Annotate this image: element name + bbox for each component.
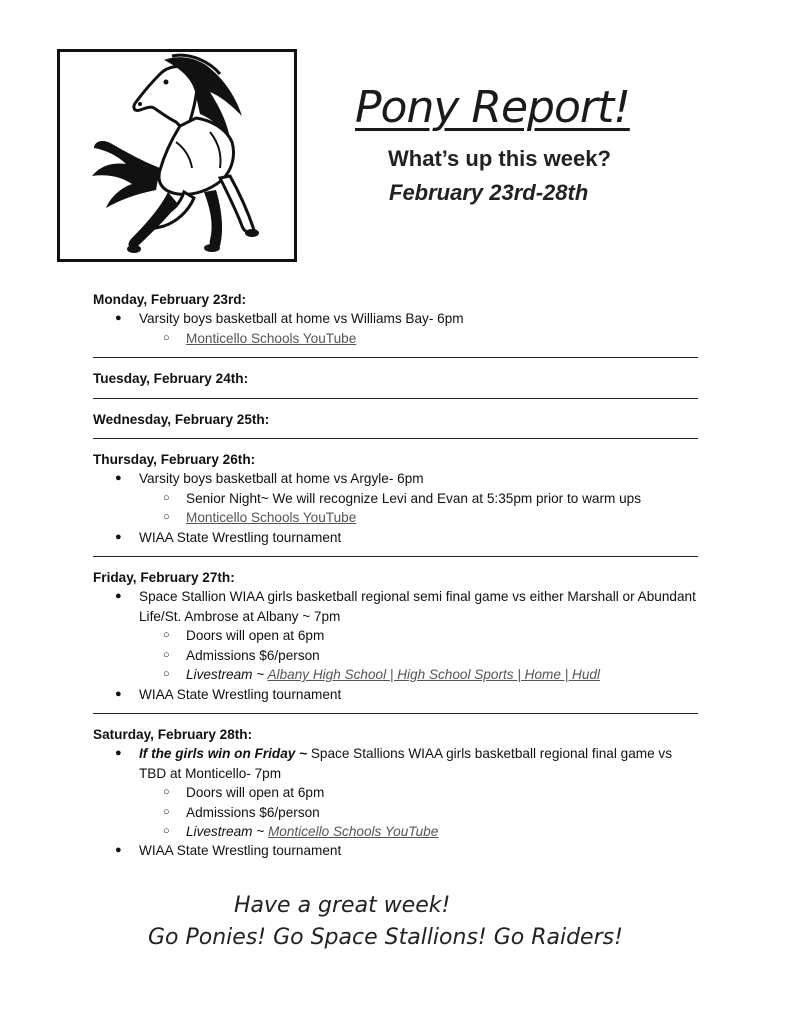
list-item <box>186 626 698 645</box>
list-item <box>186 803 698 822</box>
list-item <box>186 822 698 841</box>
divider <box>93 352 698 358</box>
page-subtitle: What’s up this week? <box>388 146 611 171</box>
event-detail: Admissions $6/person <box>186 647 320 663</box>
event-detail: Doors will open at 6pm <box>186 785 325 801</box>
weekly-schedule <box>93 290 698 861</box>
list-item <box>186 783 698 802</box>
list-item <box>186 665 698 684</box>
friday-list <box>93 587 698 703</box>
date-range: February 23rd-28th <box>389 180 589 205</box>
youtube-link[interactable]: Monticello Schools YouTube <box>186 330 357 346</box>
event-text: Space Stallions WIAA girls basketball regional final game vs TBD at Monticello- 7pm <box>139 746 673 781</box>
divider <box>93 708 698 714</box>
list-item <box>139 309 698 348</box>
event-detail: Senior Night~ We will recognize Levi and Evan at 5:35pm prior to warm ups <box>186 490 641 506</box>
list-item <box>186 329 698 348</box>
closing-line-2: Go Ponies! Go Space Stallions! Go Raiders! <box>148 925 623 950</box>
event-text: WIAA State Wrestling tournament <box>139 529 342 545</box>
event-text: Varsity boys basketball at home vs Williams Bay- 6pm <box>139 311 464 327</box>
day-heading-saturday: Saturday, February 28th: <box>93 726 253 742</box>
divider <box>93 433 698 439</box>
day-heading-friday: Friday, February 27th: <box>93 570 235 586</box>
list-item <box>186 489 698 508</box>
saturday-list <box>93 744 698 860</box>
list-item <box>139 685 698 704</box>
monday-list <box>93 309 698 348</box>
list-item <box>139 528 698 547</box>
list-item <box>139 744 698 841</box>
event-text: WIAA State Wrestling tournament <box>139 686 342 702</box>
divider <box>93 551 698 557</box>
list-item <box>186 646 698 665</box>
logo-frame <box>57 49 297 262</box>
condition-text: If the girls win on Friday ~ <box>139 746 308 762</box>
mustang-horse-icon <box>60 52 294 259</box>
page-title: Pony Report! <box>355 82 630 133</box>
list-item <box>139 841 698 860</box>
youtube-link[interactable]: Monticello Schools YouTube <box>186 510 357 526</box>
youtube-link[interactable]: Monticello Schools YouTube <box>267 823 439 839</box>
thursday-list <box>93 469 698 547</box>
list-item <box>139 469 698 527</box>
day-heading-wednesday: Wednesday, February 25th: <box>93 411 270 427</box>
list-item <box>186 508 698 527</box>
hudl-link[interactable]: Albany High School | High School Sports | Home | Hudl <box>267 667 600 683</box>
divider <box>93 393 698 399</box>
event-text: Varsity boys basketball at home vs Argyle- 6pm <box>139 471 424 487</box>
day-heading-tuesday: Tuesday, February 24th: <box>93 371 249 387</box>
event-text: WIAA State Wrestling tournament <box>139 843 342 859</box>
livestream-label: Livestream ~ <box>186 667 268 683</box>
closing-line-1: Have a great week! <box>234 893 451 918</box>
list-item <box>139 587 698 684</box>
day-heading-monday: Monday, February 23rd: <box>93 292 247 307</box>
event-detail: Doors will open at 6pm <box>186 628 325 644</box>
event-text: Space Stallion WIAA girls basketball regional semi final game vs either Marshall or Abundant Life/St. Ambrose at Albany ~ 7pm <box>139 589 696 624</box>
day-heading-thursday: Thursday, February 26th: <box>93 452 256 468</box>
livestream-label: Livestream ~ <box>186 823 268 839</box>
event-detail: Admissions $6/person <box>186 804 320 820</box>
